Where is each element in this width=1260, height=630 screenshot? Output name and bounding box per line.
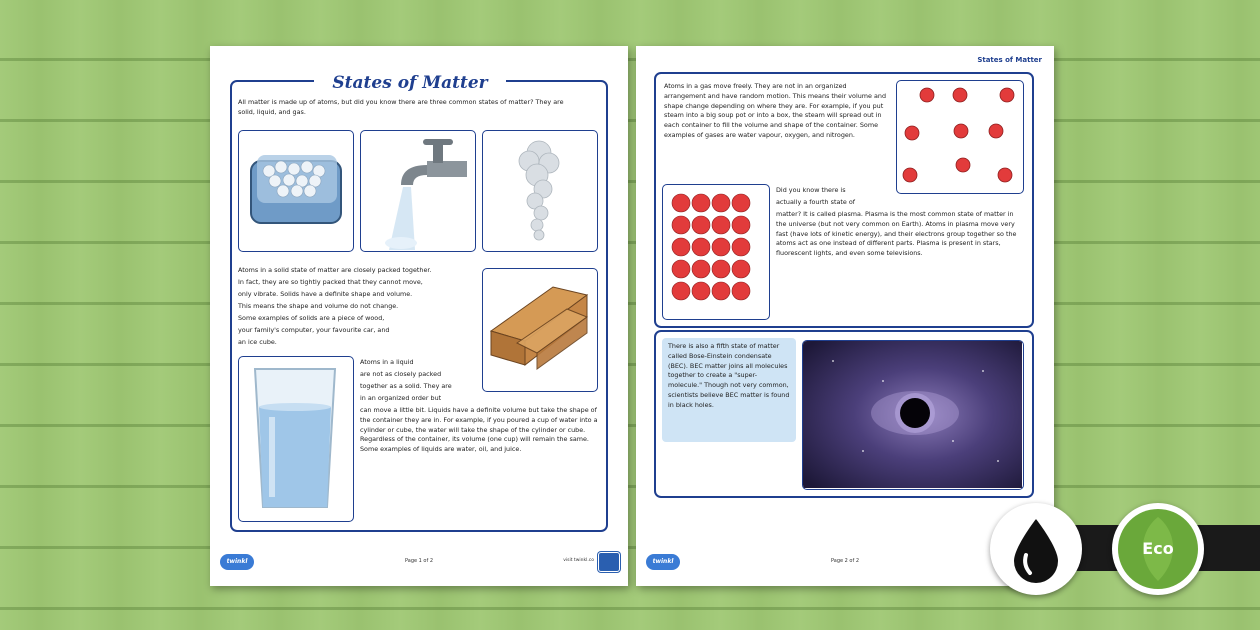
liquid-text-4: in an organized order but [360, 394, 442, 402]
quality-badge-icon [598, 552, 620, 572]
steam-image [482, 130, 598, 252]
plasma-text-1: Did you know there is [776, 186, 846, 194]
page-header: States of Matter [977, 56, 1042, 64]
solid-text-2: In fact, they are so tightly packed that they cannot move, [238, 278, 423, 286]
liquid-text-2: are not as closely packed [360, 370, 442, 378]
liquid-text-1: Atoms in a liquid [360, 358, 414, 366]
page-number: Page 2 of 2 [830, 558, 860, 564]
eco-label: Eco [1142, 539, 1174, 558]
bec-text: There is also a fifth state of matter called Bose-Einstein condensate (BEC). BEC matter joins all molecules together to create a "super-molecule." Though not very common, scientists believe BEC matter is found in black holes. [662, 338, 796, 442]
twinkl-logo: twinkl [646, 554, 680, 570]
plasma-molecules-diagram [662, 184, 770, 320]
page-number: Page 1 of 2 [404, 558, 434, 564]
gas-molecules-diagram [896, 80, 1024, 194]
worksheet-page-1 [210, 46, 628, 586]
eco-badge [1112, 503, 1204, 595]
ink-drop-icon [990, 503, 1082, 595]
page1-footer [210, 552, 628, 576]
plasma-text-rest: matter? It is called plasma. Plasma is the most common state of matter in the universe (but not very common on Earth). Atoms in plasma move very fast (have lots of kinetic energy), and their electrons group together so the atoms act as one instead of different parts. Plasma is present in stars, fluorescent lights, and even some televisions. [776, 210, 1017, 258]
gas-text: Atoms in a gas move freely. They are not in an organized arrangement and have random motion. This means their volume and shape change depending on where they are. For example, if you put steam into a big soup pot or into a box, the steam will spread out in each container to fill the volume and shape of the container. Some examples of gases are water vapour, oxygen, and nitrogen. [664, 82, 887, 139]
solid-text-1: Atoms in a solid state of matter are closely packed together. [238, 266, 432, 274]
twinkl-logo: twinkl [220, 554, 254, 570]
solid-text-3: only vibrate. Solids have a definite shape and volume. [238, 290, 413, 298]
plasma-text-2: actually a fourth state of [776, 198, 856, 206]
glass-image [238, 356, 354, 522]
tap-image [360, 130, 476, 252]
eco-leaf-icon [1118, 509, 1198, 589]
black-hole-image [802, 340, 1024, 490]
liquid-text-3: together as a solid. They are [360, 382, 452, 390]
page-title: States of Matter [314, 72, 506, 94]
visit-link: visit twinkl.co [563, 558, 594, 563]
solid-text-5: Some examples of solids are a piece of wood, [238, 314, 385, 322]
ink-badge [990, 503, 1082, 595]
liquid-text-rest: can move a little bit. Liquids have a definite volume but take the shape of the container they are in. For example, if you poured a cup of water into a cylinder or cube, the water will take the shape of the cylinder or cube. Regardless of the container, its volume (one cup) will remain the same. Some examples of liquids are water, oil, and juice. [360, 406, 598, 454]
solid-text-4: This means the shape and volume do not change. [238, 302, 399, 310]
ice-image [238, 130, 354, 252]
solid-text-7: an ice cube. [238, 338, 277, 346]
intro-text: All matter is made up of atoms, but did you know there are three common states of matter? They are solid, liquid, and gas. [238, 98, 564, 116]
solid-text-6: your family's computer, your favourite car, and [238, 326, 390, 334]
wood-image [482, 268, 598, 392]
